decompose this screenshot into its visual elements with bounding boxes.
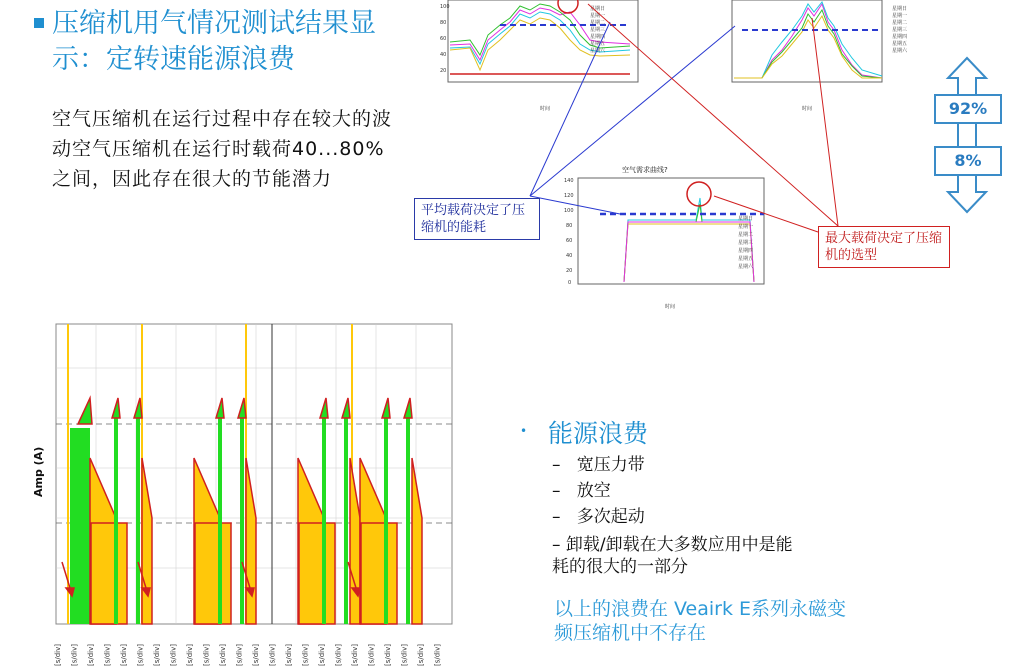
y-tick: 60	[440, 36, 447, 42]
peak-bar	[384, 418, 388, 624]
legend-item: 星期一	[590, 13, 606, 19]
peak-bar	[344, 418, 348, 624]
x-tick: [s/div]	[186, 644, 194, 666]
x-axis-label: 时间	[802, 106, 813, 112]
chart-title: 空气需求曲线?	[622, 166, 668, 174]
legend-item: 星期日	[590, 6, 606, 12]
legend-item: 星期三	[590, 27, 606, 33]
waste-heading: 能源浪费	[548, 419, 649, 448]
amp-axis-label: Amp (A)	[32, 446, 45, 497]
legend-item: 星期一	[892, 13, 908, 19]
legend-item: 星期四	[738, 248, 754, 254]
x-tick: [s/div]	[120, 644, 128, 666]
x-tick: [s/div]	[54, 644, 62, 666]
y-tick: 20	[440, 68, 447, 74]
avg-load-callout: 平均载荷决定了压缩机的能耗	[414, 198, 540, 240]
x-tick: [s/div]	[384, 644, 392, 666]
x-tick: [s/div]	[235, 644, 244, 666]
legend-item: 星期二	[590, 20, 606, 26]
energy-waste-section	[520, 418, 840, 578]
x-tick: [s/div]	[252, 644, 260, 666]
legend-item: 星期三	[892, 27, 908, 33]
legend-item: 星期六	[738, 264, 754, 270]
x-tick: [s/div]	[400, 644, 409, 666]
y-tick: 100	[564, 208, 574, 214]
legend-item: 星期五	[738, 256, 754, 262]
x-tick: [s/div]	[87, 644, 95, 666]
load-block	[361, 523, 397, 624]
double-arrow-icon	[944, 56, 990, 216]
peak-bar	[322, 418, 326, 624]
x-tick: [s/div]	[219, 644, 227, 666]
y-tick: 60	[566, 238, 573, 244]
waste-item-label: 宽压力带	[576, 455, 645, 475]
legend-item: 星期二	[892, 20, 908, 26]
peak-bar	[240, 418, 244, 624]
max-load-callout: 最大载荷决定了压缩机的选型	[818, 226, 950, 268]
title-text: 压缩机用气情况测试结果显示：定转速能源浪费	[52, 8, 376, 75]
legend-item: 星期六	[590, 48, 606, 54]
x-tick: [s/div]	[202, 644, 211, 666]
x-tick: [s/div]	[301, 644, 310, 666]
veairk-note: 以上的浪费在 Veairk E系列永磁变频压缩机中不存在	[554, 598, 847, 644]
x-tick: [s/div]	[136, 644, 145, 666]
x-tick: [s/div]	[433, 644, 442, 666]
peak-bar	[218, 418, 222, 624]
load-block	[299, 523, 335, 624]
y-tick: 0	[568, 280, 572, 286]
x-tick: [s/div]	[70, 644, 79, 666]
indicator-8: 8%	[934, 146, 1002, 176]
peak-bar	[406, 418, 410, 624]
waste-item: – 卸载/卸载在大多数应用中是能耗的很大的一部分	[552, 535, 793, 577]
legend-item: 星期五	[590, 41, 606, 47]
legend-item: 星期四	[590, 34, 606, 40]
x-tick: [s/div]	[334, 644, 343, 666]
description-text: 空气压缩机在运行过程中存在较大的波动空气压缩机在运行时载荷40...80%之间，因此存在很大的节能潜力	[52, 108, 393, 190]
legend-item: 星期二	[738, 232, 754, 238]
waste-item-label: 多次起动	[576, 507, 645, 527]
x-tick: [s/div]	[318, 644, 326, 666]
waste-item-label: 卸载/卸载在大多数应用中是能耗的很大的一部分	[552, 535, 793, 577]
waste-item: – 多次起动	[552, 507, 645, 527]
y-tick: 80	[440, 20, 447, 26]
legend-item: 星期六	[892, 48, 908, 54]
x-tick: [s/div]	[153, 644, 161, 666]
x-tick: [s/div]	[351, 644, 359, 666]
x-tick: [s/div]	[169, 644, 178, 666]
y-tick: 40	[440, 52, 447, 58]
y-tick: 120	[564, 193, 574, 199]
peak-bar	[114, 418, 118, 624]
load-block	[91, 523, 127, 624]
waste-item: – 宽压力带	[552, 455, 645, 475]
y-tick: 100	[440, 4, 450, 10]
y-tick: 80	[566, 223, 573, 229]
legend-item: 星期日	[892, 6, 908, 12]
x-tick: [s/div]	[367, 644, 376, 666]
legend-item: 星期一	[738, 224, 754, 230]
legend-item: 星期日	[738, 216, 754, 222]
waste-bullet-icon: •	[520, 424, 528, 438]
x-tick: [s/div]	[285, 644, 293, 666]
waste-item: – 放空	[552, 481, 611, 501]
y-tick: 20	[566, 268, 573, 274]
legend-item: 星期五	[892, 41, 908, 47]
legend-item: 星期三	[738, 240, 754, 246]
indicator-92: 92%	[934, 94, 1002, 124]
waste-item-label: 放空	[576, 481, 611, 501]
x-tick: [s/div]	[268, 644, 277, 666]
legend-item: 星期四	[892, 34, 908, 40]
load-block	[195, 523, 231, 624]
peak-bar	[136, 418, 140, 624]
x-tick: [s/div]	[103, 644, 112, 666]
amp-chart-svg	[30, 318, 455, 668]
amp-chart	[30, 318, 455, 668]
x-tick: [s/div]	[417, 644, 425, 666]
y-tick: 140	[564, 178, 574, 184]
y-tick: 40	[566, 253, 573, 259]
x-axis-label: 时间	[540, 106, 551, 112]
x-axis-label: 时间	[665, 304, 676, 310]
